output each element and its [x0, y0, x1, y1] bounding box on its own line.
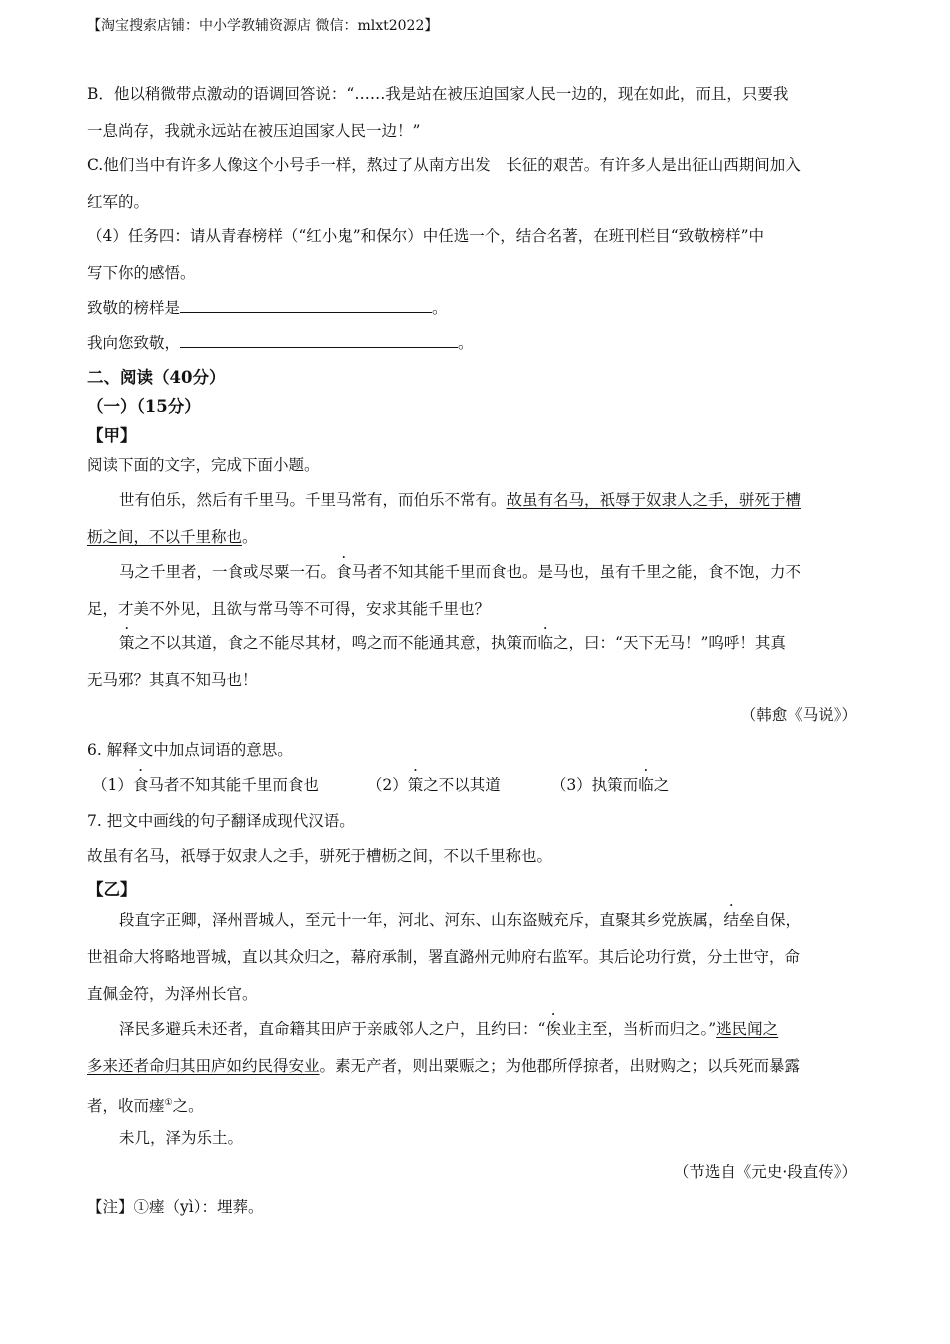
- option-c-line-2: 红军的。: [87, 193, 150, 211]
- jia-p2-text-b: 马者不知其能千里而食也。是马也，虽有千里之能，食不饱，力不: [351, 563, 802, 581]
- question-6-items: [92, 775, 669, 795]
- dotted-word-ce: 策: [119, 634, 135, 652]
- fill-blank-2: [87, 333, 474, 353]
- fill-blank-1-period: 。: [432, 299, 448, 317]
- question-6-stem: 6. 解释文中加点词语的意思。: [87, 741, 293, 759]
- q6-item-2-text: 之不以其道: [423, 776, 501, 794]
- fill-blank-2-period: 。: [458, 334, 474, 352]
- jia-paragraph-3-line-1: [119, 633, 786, 653]
- yi-underlined-part-1: 逃民闻之: [716, 1020, 779, 1038]
- option-b-line-2: 一息尚存，我就永远站在被压迫国家人民一边！”: [87, 122, 421, 140]
- dotted-word-si: 俟: [545, 1020, 561, 1038]
- q6-item-3-prefix: （3）执策而: [550, 776, 639, 794]
- question-7-stem: 7. 把文中画线的句子翻译成现代汉语。: [87, 812, 355, 830]
- underlined-sentence-part-2: 枥之间，不以千里称也: [87, 528, 243, 546]
- option-b-line-1: B．他以稍微带点激动的语调回答说：“……我是站在被压迫国家人民一边的，现在如此，而且，只要我: [87, 85, 789, 103]
- task4-line-2: 写下你的感悟。: [87, 264, 196, 282]
- jia-paragraph-2-line-1: [119, 562, 801, 582]
- jia-paragraph-1-line-2: [87, 527, 258, 547]
- yi-p2-text-b: 业主至，当析而归之。”: [560, 1020, 717, 1038]
- yi-p2-text-a: 泽民多避兵未还者，直命籍其田庐于亲戚邻人之户，且约曰：“: [119, 1020, 546, 1038]
- page-header-banner: 【淘宝搜索店铺：中小学教辅资源店 微信：mlxt2022】: [87, 18, 439, 34]
- question-7-sentence: 故虽有名马，祇辱于奴隶人之手，骈死于槽枥之间，不以千里称也。: [87, 847, 553, 865]
- yi-p1-text-b: 垒自保，: [739, 911, 802, 929]
- fill-blank-1-prefix: 致敬的榜样是: [87, 299, 181, 317]
- q6-dotted-lin: 临: [638, 776, 654, 794]
- q6-item-1-prefix: （1）: [92, 776, 133, 794]
- dotted-word-shi: 食: [336, 563, 352, 581]
- yi-p2-line3-b: 之。: [172, 1097, 204, 1116]
- jia-p1-end: 。: [242, 528, 258, 546]
- task4-line-1: （4）任务四：请从青春榜样（“红小鬼”和保尔）中任选一个，结合名著，在班刊栏目“致敬榜样”中: [87, 227, 765, 245]
- jia-p3-text-a: 之不以其道，食之不能尽其材，鸣之而不能通其意，执策而: [134, 634, 538, 652]
- yi-p2-line3-a: 者，收而瘗: [87, 1097, 165, 1116]
- option-c-line-1: C.他们当中有许多人像这个小号手一样，熬过了从南方出发 长征的艰苦。有许多人是出征山西期间加入: [87, 156, 801, 174]
- q6-item-1-text: 马者不知其能千里而食也: [148, 776, 319, 794]
- footnote-ref-1: ①: [164, 1098, 173, 1108]
- yi-paragraph-2-line-1: [119, 1019, 778, 1039]
- underlined-sentence-part-1: 故虽有名马，祇辱于奴隶人之手，骈死于槽: [506, 491, 802, 509]
- yi-source: （节选自《元史·段直传》）: [673, 1163, 857, 1181]
- yi-underlined-part-2: 多来还者命归其田庐如约民得安业: [87, 1057, 320, 1075]
- section-reading-title: 二、阅读（40分）: [87, 368, 226, 387]
- jia-label: 【甲】: [87, 426, 137, 445]
- yi-paragraph-2-line-3: [87, 1093, 204, 1116]
- jia-p3-text-b: 之，曰：“天下无马！”呜呼！其真: [553, 634, 786, 652]
- yi-paragraph-3: 未几，泽为乐土。: [119, 1129, 244, 1147]
- q6-item-3-text: 之: [653, 776, 670, 794]
- yi-paragraph-1-line-2: 世祖命大将略地晋城，直以其众归之，幕府承制，署直潞州元帅府右监军。其后论功行赏，分土世守，命: [87, 948, 801, 966]
- dotted-word-lin: 临: [537, 634, 554, 652]
- dotted-word-jie: 结: [723, 911, 740, 929]
- jia-paragraph-2-line-2: 足，才美不外见，且欲与常马等不可得，安求其能千里也？: [87, 600, 491, 618]
- footnote: 【注】①瘗（yì）：埋葬。: [87, 1198, 264, 1216]
- jia-paragraph-1-line-1: [119, 490, 801, 510]
- answer-blank-1[interactable]: [180, 298, 432, 313]
- yi-paragraph-1-line-3: 直佩金符，为泽州长官。: [87, 985, 258, 1003]
- jia-source: （韩愈《马说》）: [740, 706, 857, 724]
- fill-blank-1: [87, 298, 448, 318]
- answer-blank-2[interactable]: [180, 333, 458, 348]
- yi-p1-text-a: 段直字正卿，泽州晋城人，至元十一年，河北、河东、山东盗贼充斥，直聚其乡党族属，: [119, 911, 724, 929]
- q6-dotted-shi: 食: [132, 776, 149, 794]
- jia-paragraph-3-line-2: 无马邪？其真不知马也！: [87, 671, 258, 689]
- yi-paragraph-2-line-2: [87, 1056, 800, 1076]
- yi-label: 【乙】: [87, 880, 137, 899]
- yi-paragraph-1-line-1: [119, 910, 801, 930]
- fill-blank-2-prefix: 我向您致敬，: [87, 334, 181, 352]
- q6-item-2-prefix: （2）: [366, 776, 408, 794]
- jia-instruction: 阅读下面的文字，完成下面小题。: [87, 456, 320, 474]
- yi-p2-text-c: 。素无产者，则出粟赈之；为他郡所俘掠者，出财购之；以兵死而暴露: [319, 1057, 801, 1075]
- jia-p2-text-a: 马之千里者，一食或尽粟一石。: [119, 563, 337, 581]
- subsection-title: （一）（15分）: [87, 397, 201, 416]
- q6-dotted-ce: 策: [407, 776, 424, 794]
- jia-p1-text: 世有伯乐，然后有千里马。千里马常有，而伯乐不常有。: [119, 491, 507, 509]
